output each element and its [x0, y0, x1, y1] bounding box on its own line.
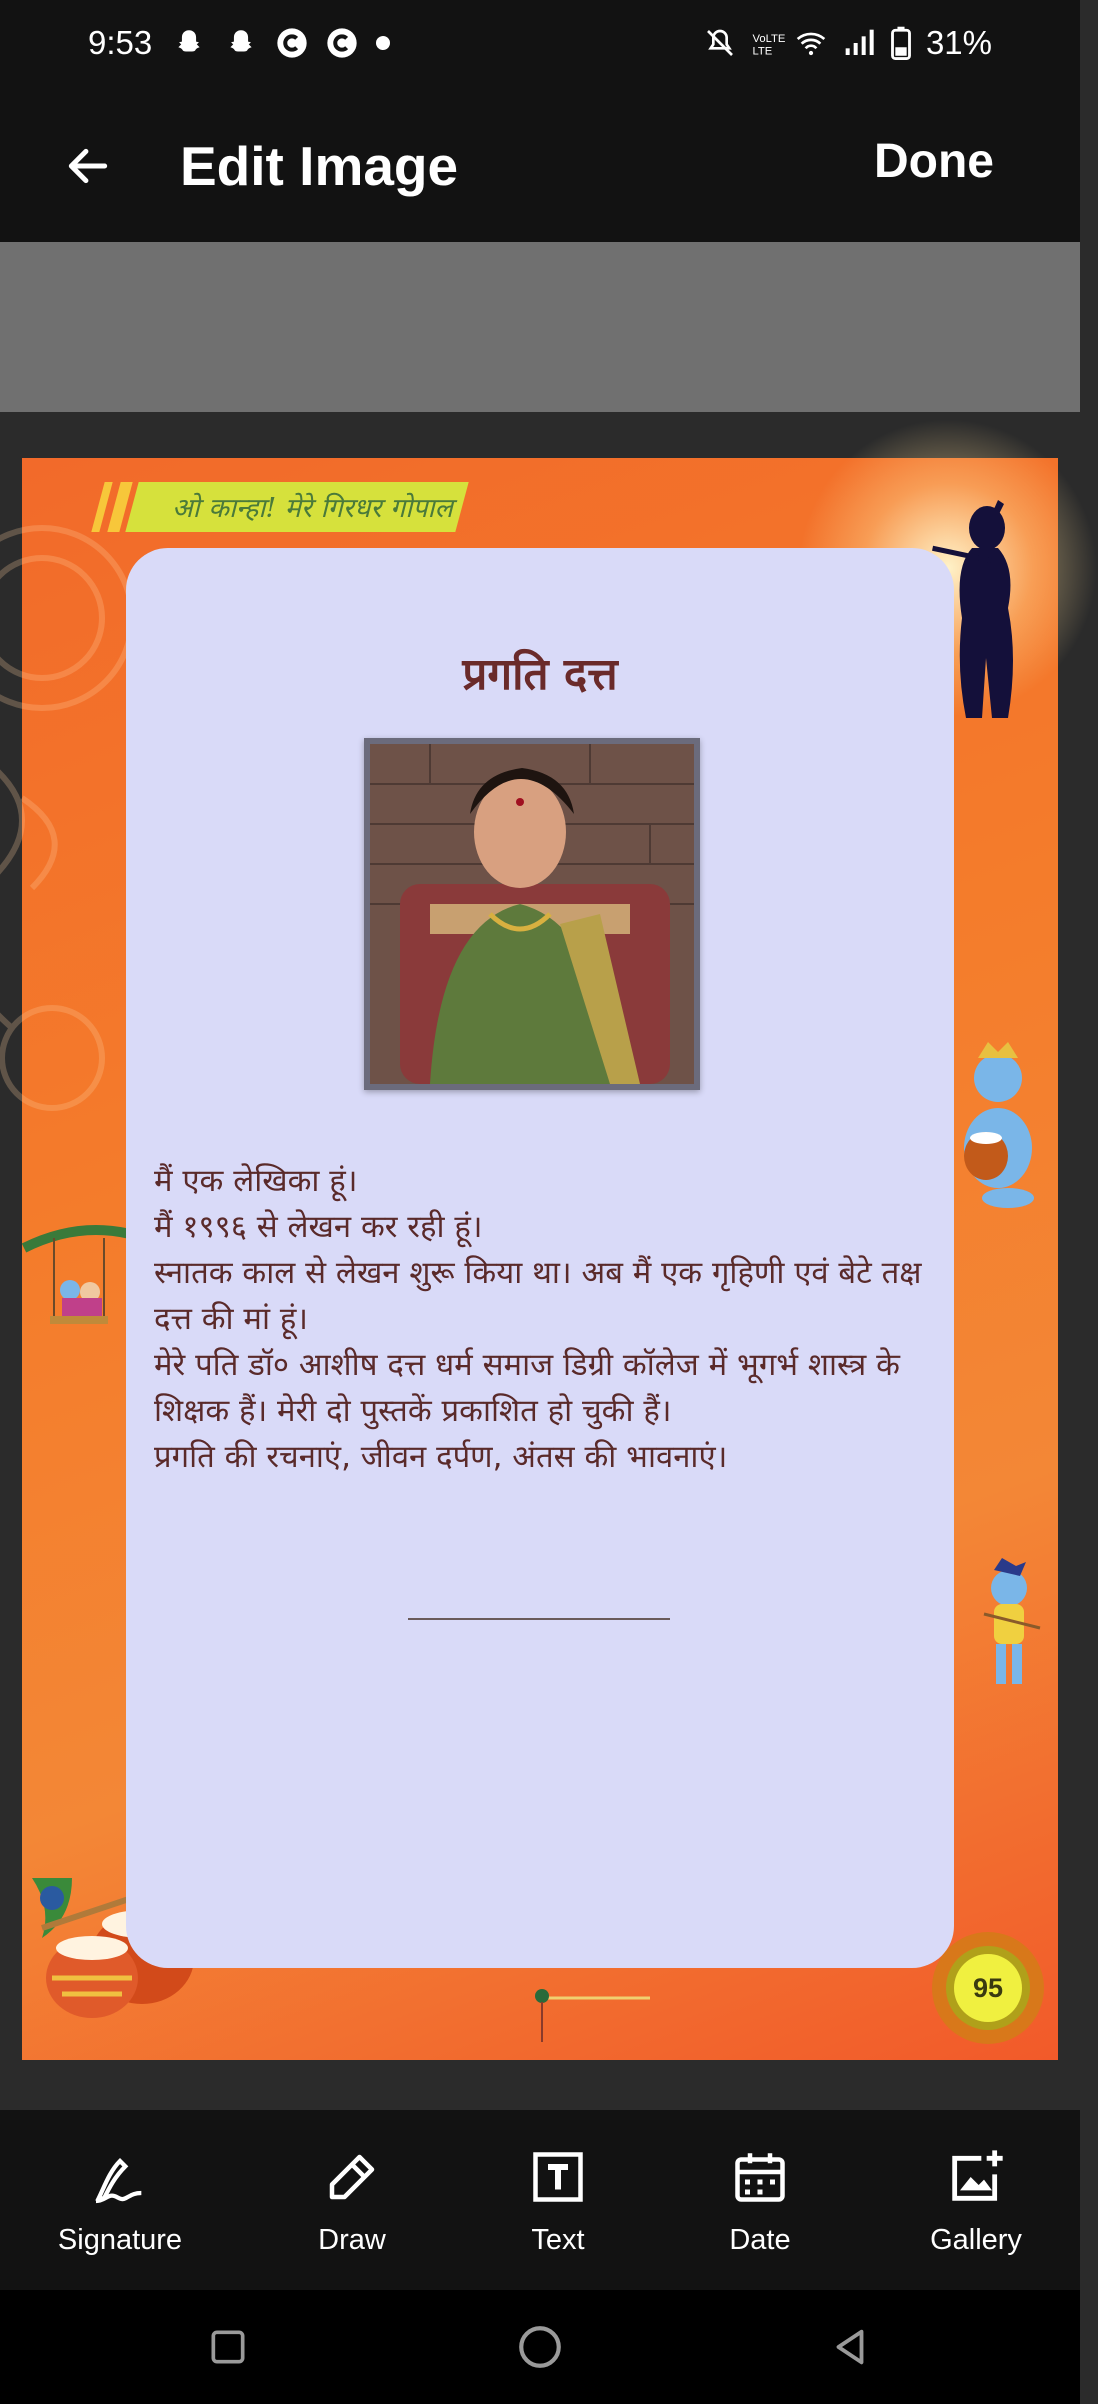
text-box-icon	[528, 2147, 588, 2207]
system-icons	[704, 24, 992, 62]
tool-label: Gallery	[930, 2224, 1022, 2256]
wifi-icon	[794, 27, 828, 59]
tool-label: Draw	[318, 2224, 386, 2256]
bio-line: प्रगति की रचनाएं, जीवन दर्पण, अंतस की भावनाएं।	[154, 1439, 728, 1475]
bio-line: दत्त की मां हूं।	[154, 1301, 309, 1337]
mute-icon	[704, 27, 736, 59]
snapchat-icon	[172, 26, 206, 60]
back-triangle-icon	[827, 2324, 873, 2370]
arrow-left-icon	[63, 141, 113, 191]
edit-toolbar	[0, 2110, 1080, 2290]
document-image[interactable]	[22, 458, 1058, 2060]
svg-text:LTE: LTE	[752, 45, 773, 58]
divider-line	[408, 1618, 670, 1620]
notification-icons	[172, 26, 390, 60]
author-name-heading: प्रगति दत्त	[462, 649, 618, 700]
c-app-icon	[326, 27, 358, 59]
status-time: 9:53	[88, 24, 153, 61]
status-bar	[0, 0, 1080, 90]
bio-line: स्नातक काल से लेखन शुरू किया था। अब मैं एक गृहिणी एवं बेटे तक्ष	[154, 1255, 922, 1291]
back-button[interactable]	[48, 126, 128, 206]
recents-icon	[206, 2325, 250, 2369]
page-number-badge	[930, 1930, 1046, 2046]
image-top-margin	[0, 242, 1080, 412]
calendar-icon	[730, 2147, 790, 2207]
banner-text: ओ कान्हा! मेरे गिरधर गोपाल	[172, 493, 453, 524]
dot-icon	[376, 36, 390, 50]
author-photo-content	[370, 744, 694, 1084]
c-app-icon	[276, 27, 308, 59]
portrait-illustration	[370, 744, 694, 1084]
page-number: 95	[972, 1972, 1004, 2003]
text-tool-button[interactable]	[458, 2140, 658, 2270]
signature-tool-button[interactable]	[20, 2140, 220, 2270]
profile-card	[126, 548, 954, 1968]
nav-back-button[interactable]	[810, 2310, 890, 2384]
recents-button[interactable]	[188, 2310, 268, 2384]
volte-icon	[750, 27, 786, 59]
battery-icon	[890, 26, 912, 60]
krishna-flute-illustration	[974, 1558, 1044, 1698]
signal-icon	[842, 27, 876, 59]
gallery-tool-button[interactable]	[876, 2140, 1076, 2270]
done-button[interactable]: Done	[874, 135, 994, 188]
home-button[interactable]	[500, 2310, 580, 2384]
flute-peacock-feather-decoration	[522, 1978, 662, 2058]
snapchat-icon	[224, 26, 258, 60]
system-navigation-bar	[0, 2290, 1080, 2404]
bio-line: मैं १९९६ से लेखन कर रही हूं।	[154, 1209, 483, 1245]
draw-tool-button[interactable]	[252, 2140, 452, 2270]
author-photo	[364, 738, 700, 1090]
pencil-icon	[322, 2147, 382, 2207]
signature-pen-icon	[88, 2145, 152, 2209]
author-bio	[154, 1158, 934, 1480]
bio-line: मेरे पति डॉ० आशीष दत्त धर्म समाज डिग्री कॉलेज में भूगर्भ शास्त्र के	[154, 1347, 900, 1383]
svg-text:VoLTE: VoLTE	[752, 32, 786, 45]
page-title: Edit Image	[180, 135, 459, 197]
tool-label: Text	[531, 2224, 585, 2256]
tool-label: Signature	[57, 2224, 183, 2256]
add-image-icon	[944, 2145, 1008, 2209]
app-bar	[0, 90, 1080, 242]
bio-line: मैं एक लेखिका हूं।	[154, 1163, 358, 1199]
bio-line: शिक्षक हैं। मेरी दो पुस्तकें प्रकाशित हो चुकी हैं।	[154, 1393, 672, 1429]
home-icon	[515, 2322, 565, 2372]
tool-label: Date	[729, 2224, 791, 2256]
baby-krishna-illustration	[948, 1038, 1048, 1218]
battery-percentage: 31%	[925, 24, 992, 61]
date-tool-button[interactable]	[660, 2140, 860, 2270]
